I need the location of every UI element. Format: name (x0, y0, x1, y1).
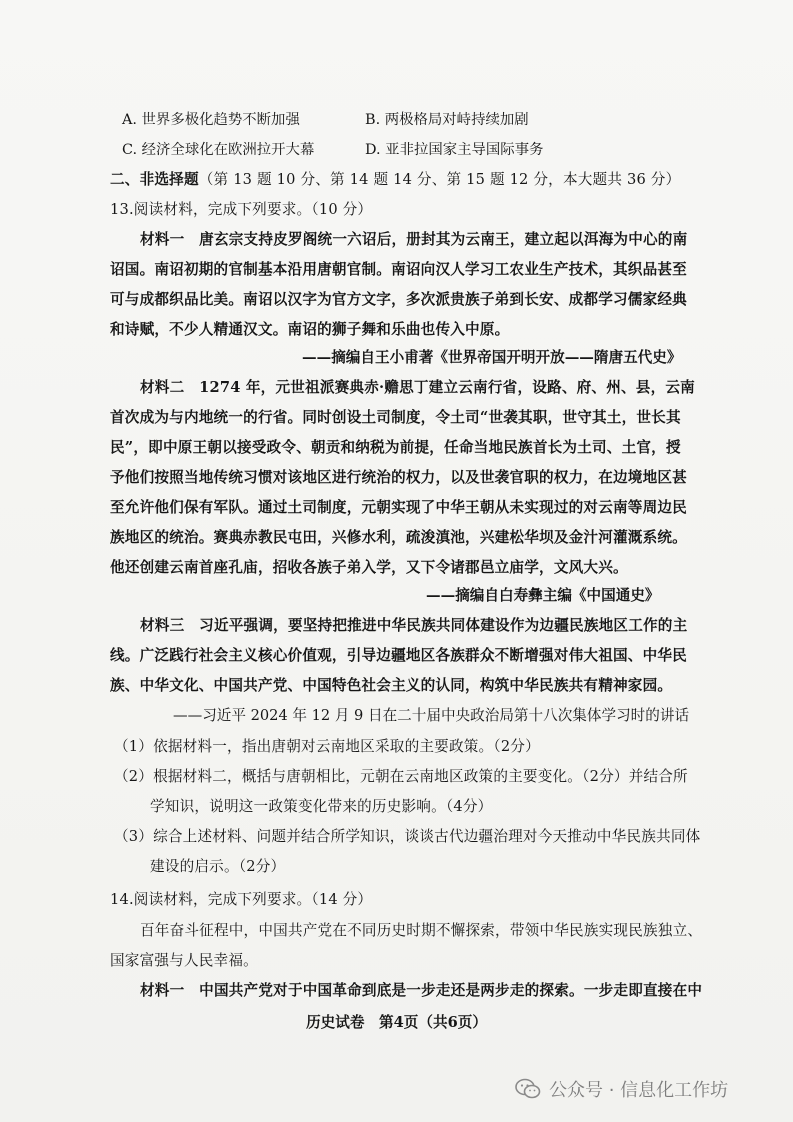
q13-subquestion-3-cont: 建设的启示。（2分） (150, 858, 286, 875)
q13-subquestion-3: （3）综合上述材料、问题并结合所学知识，谈谈古代边疆治理对今天推动中华民族共同体 (114, 828, 701, 845)
option-a: A. 世界多极化趋势不断加强 (122, 112, 300, 128)
q13-material1-line: 诏国。南诏初期的官制基本沿用唐朝官制。南诏向汉人学习工农业生产技术，其织品甚至 (110, 261, 687, 278)
q13-material2-line: 予他们按照当地传统习惯对该地区进行统治的权力，以及世袭官职的权力，在边境地区甚 (110, 469, 687, 486)
q13-material2-line: 他还创建云南首座孔庙，招收各族子弟入学，又下令诸郡邑立庙学，文风大兴。 (110, 559, 628, 576)
watermark-text: 公众号 · 信息化工作坊 (549, 1080, 729, 1101)
option-d: D. 亚非拉国家主导国际事务 (365, 142, 544, 158)
wechat-icon (515, 1078, 541, 1100)
q13-material1-line: 可与成都织品比美。南诏以汉字为官方文字，多次派贵族子弟到长安、成都学习儒家经典 (110, 291, 687, 308)
watermark (515, 1074, 728, 1104)
q13-subquestion-2: （2）根据材料二，概括与唐朝相比，元朝在云南地区政策的主要变化。（2分）并结合所 (114, 768, 688, 785)
section-title: 二、非选择题 (110, 171, 199, 188)
q13-material1-source: ——摘编自王小甫著《世界帝国开明开放——隋唐五代史》 (302, 349, 682, 366)
section-detail: （第 13 题 10 分、第 14 题 14 分、第 15 题 12 分，本大题共 36 分） (198, 171, 681, 188)
q13-material2-line: 至允许他们保有军队。通过土司制度，元朝实现了中华王朝从未实现过的对云南等周边民 (110, 499, 687, 516)
q13-material2-source: ——摘编自白寿彝主编《中国通史》 (426, 587, 660, 604)
section-heading (110, 170, 680, 190)
q13-material2-line: 族地区的统治。赛典赤教民屯田，兴修水利，疏浚滇池，兴建松华坝及金汁河灌溉系统。 (110, 529, 687, 546)
option-b: B. 两极格局对峙持续加剧 (365, 112, 529, 128)
q14-intro-line: 国家富强与人民幸福。 (110, 952, 258, 969)
q13-material2-line: 材料二 1274 年，元世祖派赛典赤·赡思丁建立云南行省，设路、府、州、县，云南 (140, 379, 695, 396)
q13-material2-line: 首次成为与内地统一的行省。同时创设土司制度，令土司“世袭其职，世守其土，世长其 (110, 409, 681, 426)
q13-material1-line: 材料一 唐玄宗支持皮罗阁统一六诏后，册封其为云南王，建立起以洱海为中心的南 (140, 231, 688, 248)
q14-material1-line: 材料一 中国共产党对于中国革命到底是一步走还是两步走的探索。一步走即直接在中 (140, 982, 703, 999)
q13-material3-source: ——习近平 2024 年 12 月 9 日在二十届中央政治局第十八次集体学习时的讲话 (173, 707, 690, 724)
page-footer: 历史试卷 第4页（共6页） (306, 1014, 487, 1031)
q13-material3-line: 材料三 习近平强调，要坚持把推进中华民族共同体建设作为边疆民族地区工作的主 (140, 617, 688, 634)
q13-material3-line: 族、中华文化、中国共产党、中国特色社会主义的认同，构筑中华民族共有精神家园。 (110, 677, 673, 694)
q13-material1-line: 和诗赋，不少人精通汉文。南诏的狮子舞和乐曲也传入中原。 (110, 321, 510, 338)
q13-material2-line: 民”，即中原王朝以接受政令、朝贡和纳税为前提，任命当地民族首长为土司、土官，授 (110, 439, 681, 456)
q14-title: 14.阅读材料，完成下列要求。（14 分） (110, 891, 373, 908)
q13-subquestion-2-cont: 学知识，说明这一政策变化带来的历史影响。（4分） (150, 798, 493, 815)
q13-title: 13.阅读材料，完成下列要求。（10 分） (110, 201, 373, 218)
q13-material3-line: 线。广泛践行社会主义核心价值观，引导边疆地区各族群众不断增强对伟大祖国、中华民 (110, 647, 687, 664)
q13-subquestion-1: （1）依据材料一，指出唐朝对云南地区采取的主要政策。（2分） (114, 738, 540, 755)
q14-intro-line: 百年奋斗征程中，中国共产党在不同历史时期不懈探索，带领中华民族实现民族独立、 (140, 922, 703, 939)
option-c: C. 经济全球化在欧洲拉开大幕 (122, 142, 315, 158)
